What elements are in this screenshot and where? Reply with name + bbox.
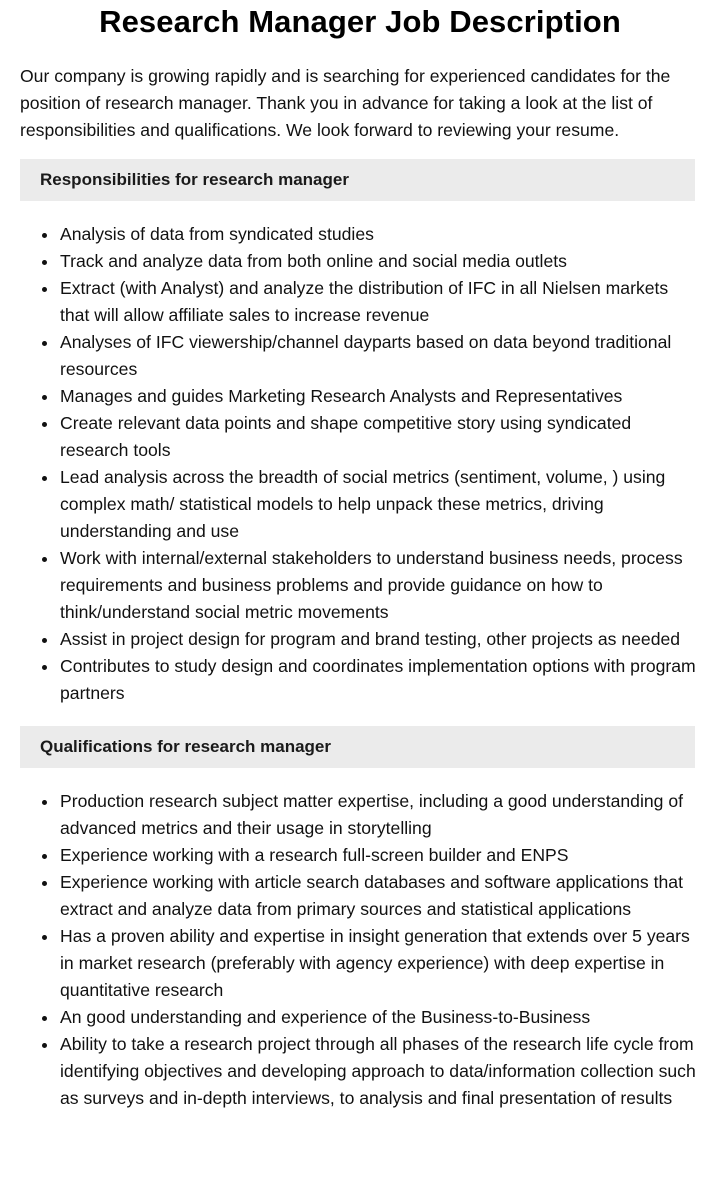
list-item-text: Ability to take a research project through all phases of the research life cycle from identifying objectives and developing approach to data/information collection such as surveys and in-depth interviews, to analysis and final presentation of results [60, 1034, 696, 1108]
list-item-text: Extract (with Analyst) and analyze the distribution of IFC in all Nielsen markets that will allow affiliate sales to increase revenue [60, 278, 669, 325]
list-item-text: Track and analyze data from both online and social media outlets [60, 251, 567, 271]
list-item-text: Manages and guides Marketing Research Analysts and Representatives [60, 386, 623, 406]
bullet-icon [42, 854, 47, 859]
list-item-text: Experience working with a research full-screen builder and ENPS [60, 845, 569, 865]
list-item [60, 545, 700, 626]
list-item [60, 275, 700, 329]
list-item-text: Assist in project design for program and brand testing, other projects as needed [60, 629, 681, 649]
qualifications-header: Qualifications for research manager [20, 726, 695, 768]
list-item [60, 1004, 700, 1031]
bullet-icon [42, 800, 47, 805]
bullet-icon [42, 1016, 47, 1021]
responsibilities-header: Responsibilities for research manager [20, 159, 695, 201]
bullet-icon [42, 476, 47, 481]
list-item-text: Work with internal/external stakeholders to understand business needs, process requirements and business problems and provide guidance on how to think/understand social metric movements [60, 548, 683, 622]
list-item [60, 923, 700, 1004]
list-item [60, 464, 700, 545]
list-item-text: Production research subject matter expertise, including a good understanding of advanced metrics and their usage in storytelling [60, 791, 683, 838]
list-item [60, 869, 700, 923]
responsibilities-list [0, 221, 720, 707]
list-item-text: Experience working with article search databases and software applications that extract and analyze data from primary sources and statistical applications [60, 872, 683, 919]
list-item-text: An good understanding and experience of the Business-to-Business [60, 1007, 591, 1027]
list-item [60, 410, 700, 464]
bullet-icon [42, 881, 47, 886]
list-item-text: Lead analysis across the breadth of social metrics (sentiment, volume, ) using complex math/ statistical models to help unpack these metrics, driving understanding and use [60, 467, 666, 541]
list-item [60, 842, 700, 869]
list-item-text: Contributes to study design and coordinates implementation options with program partners [60, 656, 696, 703]
list-item-text: Analysis of data from syndicated studies [60, 224, 374, 244]
bullet-icon [42, 287, 47, 292]
bullet-icon [42, 395, 47, 400]
page-title: Research Manager Job Description [99, 4, 621, 39]
bullet-icon [42, 422, 47, 427]
bullet-icon [42, 1043, 47, 1048]
bullet-icon [42, 935, 47, 940]
bullet-icon [42, 260, 47, 265]
qualifications-list [0, 788, 720, 1112]
list-item [60, 788, 700, 842]
list-item-text: Analyses of IFC viewership/channel dayparts based on data beyond traditional resources [60, 332, 672, 379]
bullet-icon [42, 341, 47, 346]
list-item [60, 626, 700, 653]
list-item [60, 653, 700, 707]
list-item [60, 383, 700, 410]
bullet-icon [42, 665, 47, 670]
intro-paragraph: Our company is growing rapidly and is searching for experienced candidates for the position of research manager. Thank you in advance for taking a look at the list of responsibilities and qualifications. We look forward to reviewing your resume. [20, 66, 671, 140]
bullet-icon [42, 233, 47, 238]
list-item-text: Has a proven ability and expertise in insight generation that extends over 5 years in market research (preferably with agency experience) with deep expertise in quantitative research [60, 926, 690, 1000]
list-item [60, 1031, 700, 1112]
list-item-text: Create relevant data points and shape competitive story using syndicated research tools [60, 413, 632, 460]
list-item [60, 248, 700, 275]
bullet-icon [42, 557, 47, 562]
list-item [60, 221, 700, 248]
bullet-icon [42, 638, 47, 643]
list-item [60, 329, 700, 383]
